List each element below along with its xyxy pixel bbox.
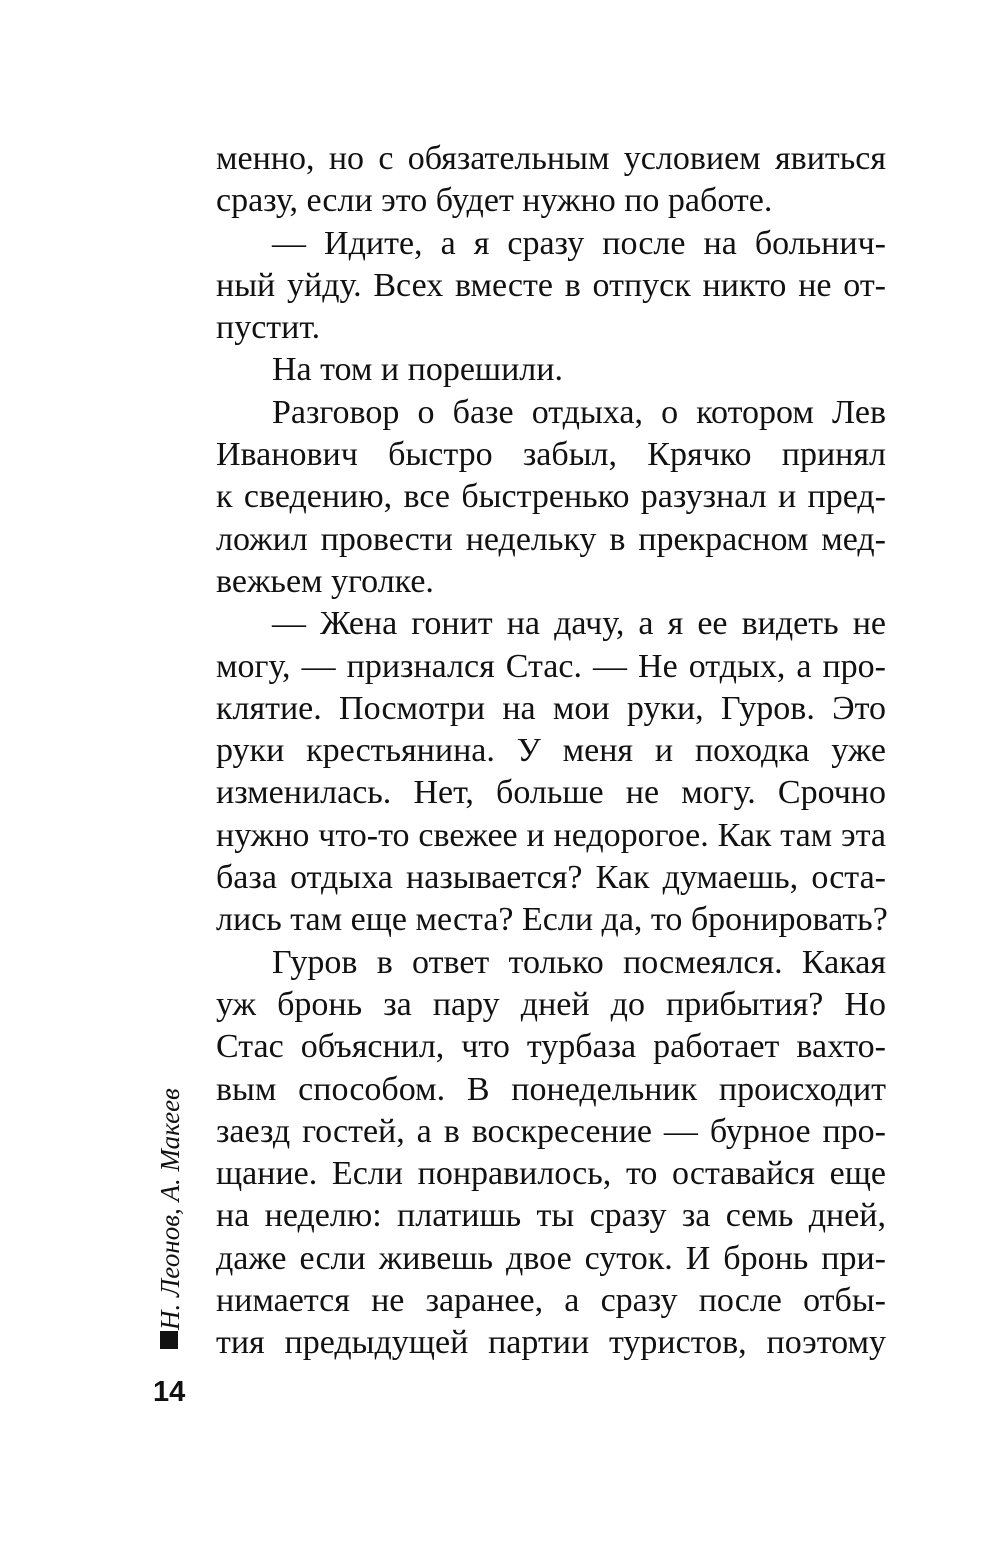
text-line: даже если живешь двое суток. И бронь при- <box>216 1239 886 1277</box>
text-line: изменилась. Нет, больше не могу. Срочно <box>216 774 886 812</box>
text-line: уж бронь за пару дней до прибытия? Но <box>216 985 886 1023</box>
text-line: к сведению, все быстренько разузнал и пред- <box>216 478 886 516</box>
text-line: нимается не заранее, а сразу после отбы- <box>216 1282 886 1320</box>
text-line: лись там еще места? Если да, то бронировать? <box>216 901 888 939</box>
text-line: — Жена гонит на дачу, а я ее видеть не <box>272 605 886 643</box>
text-line: заезд гостей, а в воскресение — бурное про- <box>216 1112 886 1150</box>
text-line: Стас объяснил, что турбаза работает вахто- <box>216 1028 886 1066</box>
text-line: Иванович быстро забыл, Крячко принял <box>216 436 886 474</box>
text-line: клятие. Посмотри на мои руки, Гуров. Это <box>216 689 886 727</box>
square-bullet-icon <box>160 1331 178 1349</box>
text-line: руки крестьянина. У меня и походка уже <box>216 732 886 770</box>
text-line: ный уйду. Всех вместе в отпуск никто не от- <box>216 266 886 304</box>
text-line: могу, — признался Стас. — Не отдых, а про- <box>216 647 886 685</box>
text-line: Гуров в ответ только посмеялся. Какая <box>272 943 886 981</box>
text-line: на неделю: платишь ты сразу за семь дней, <box>216 1197 886 1235</box>
text-line: пустит. <box>216 309 321 347</box>
body-text <box>216 138 886 1365</box>
text-line: — Идите, а я сразу после на больнич- <box>272 224 886 262</box>
text-line: На том и порешили. <box>272 351 563 389</box>
page-number: 14 <box>153 1376 186 1408</box>
text-line: Разговор о базе отдыха, о котором Лев <box>272 393 886 431</box>
text-line: сразу, если это будет нужно по работе. <box>216 182 773 220</box>
text-line: вежьем уголке. <box>216 562 434 600</box>
text-line: ложил провести недельку в прекрасном мед- <box>216 520 886 558</box>
text-line: менно, но с обязательным условием явиться <box>216 140 886 177</box>
text-line: щание. Если понравилось, то оставайся еще <box>216 1155 886 1193</box>
running-head-author: Н. Леонов, А. Макеев <box>155 1088 185 1330</box>
text-line: база отдыха называется? Как думаешь, оста- <box>216 859 886 897</box>
text-line: нужно что-то свежее и недорогое. Как там эта <box>216 816 886 854</box>
text-line: тия предыдущей партии туристов, поэтому <box>216 1324 886 1362</box>
text-line: вым способом. В понедельник происходит <box>216 1070 886 1108</box>
